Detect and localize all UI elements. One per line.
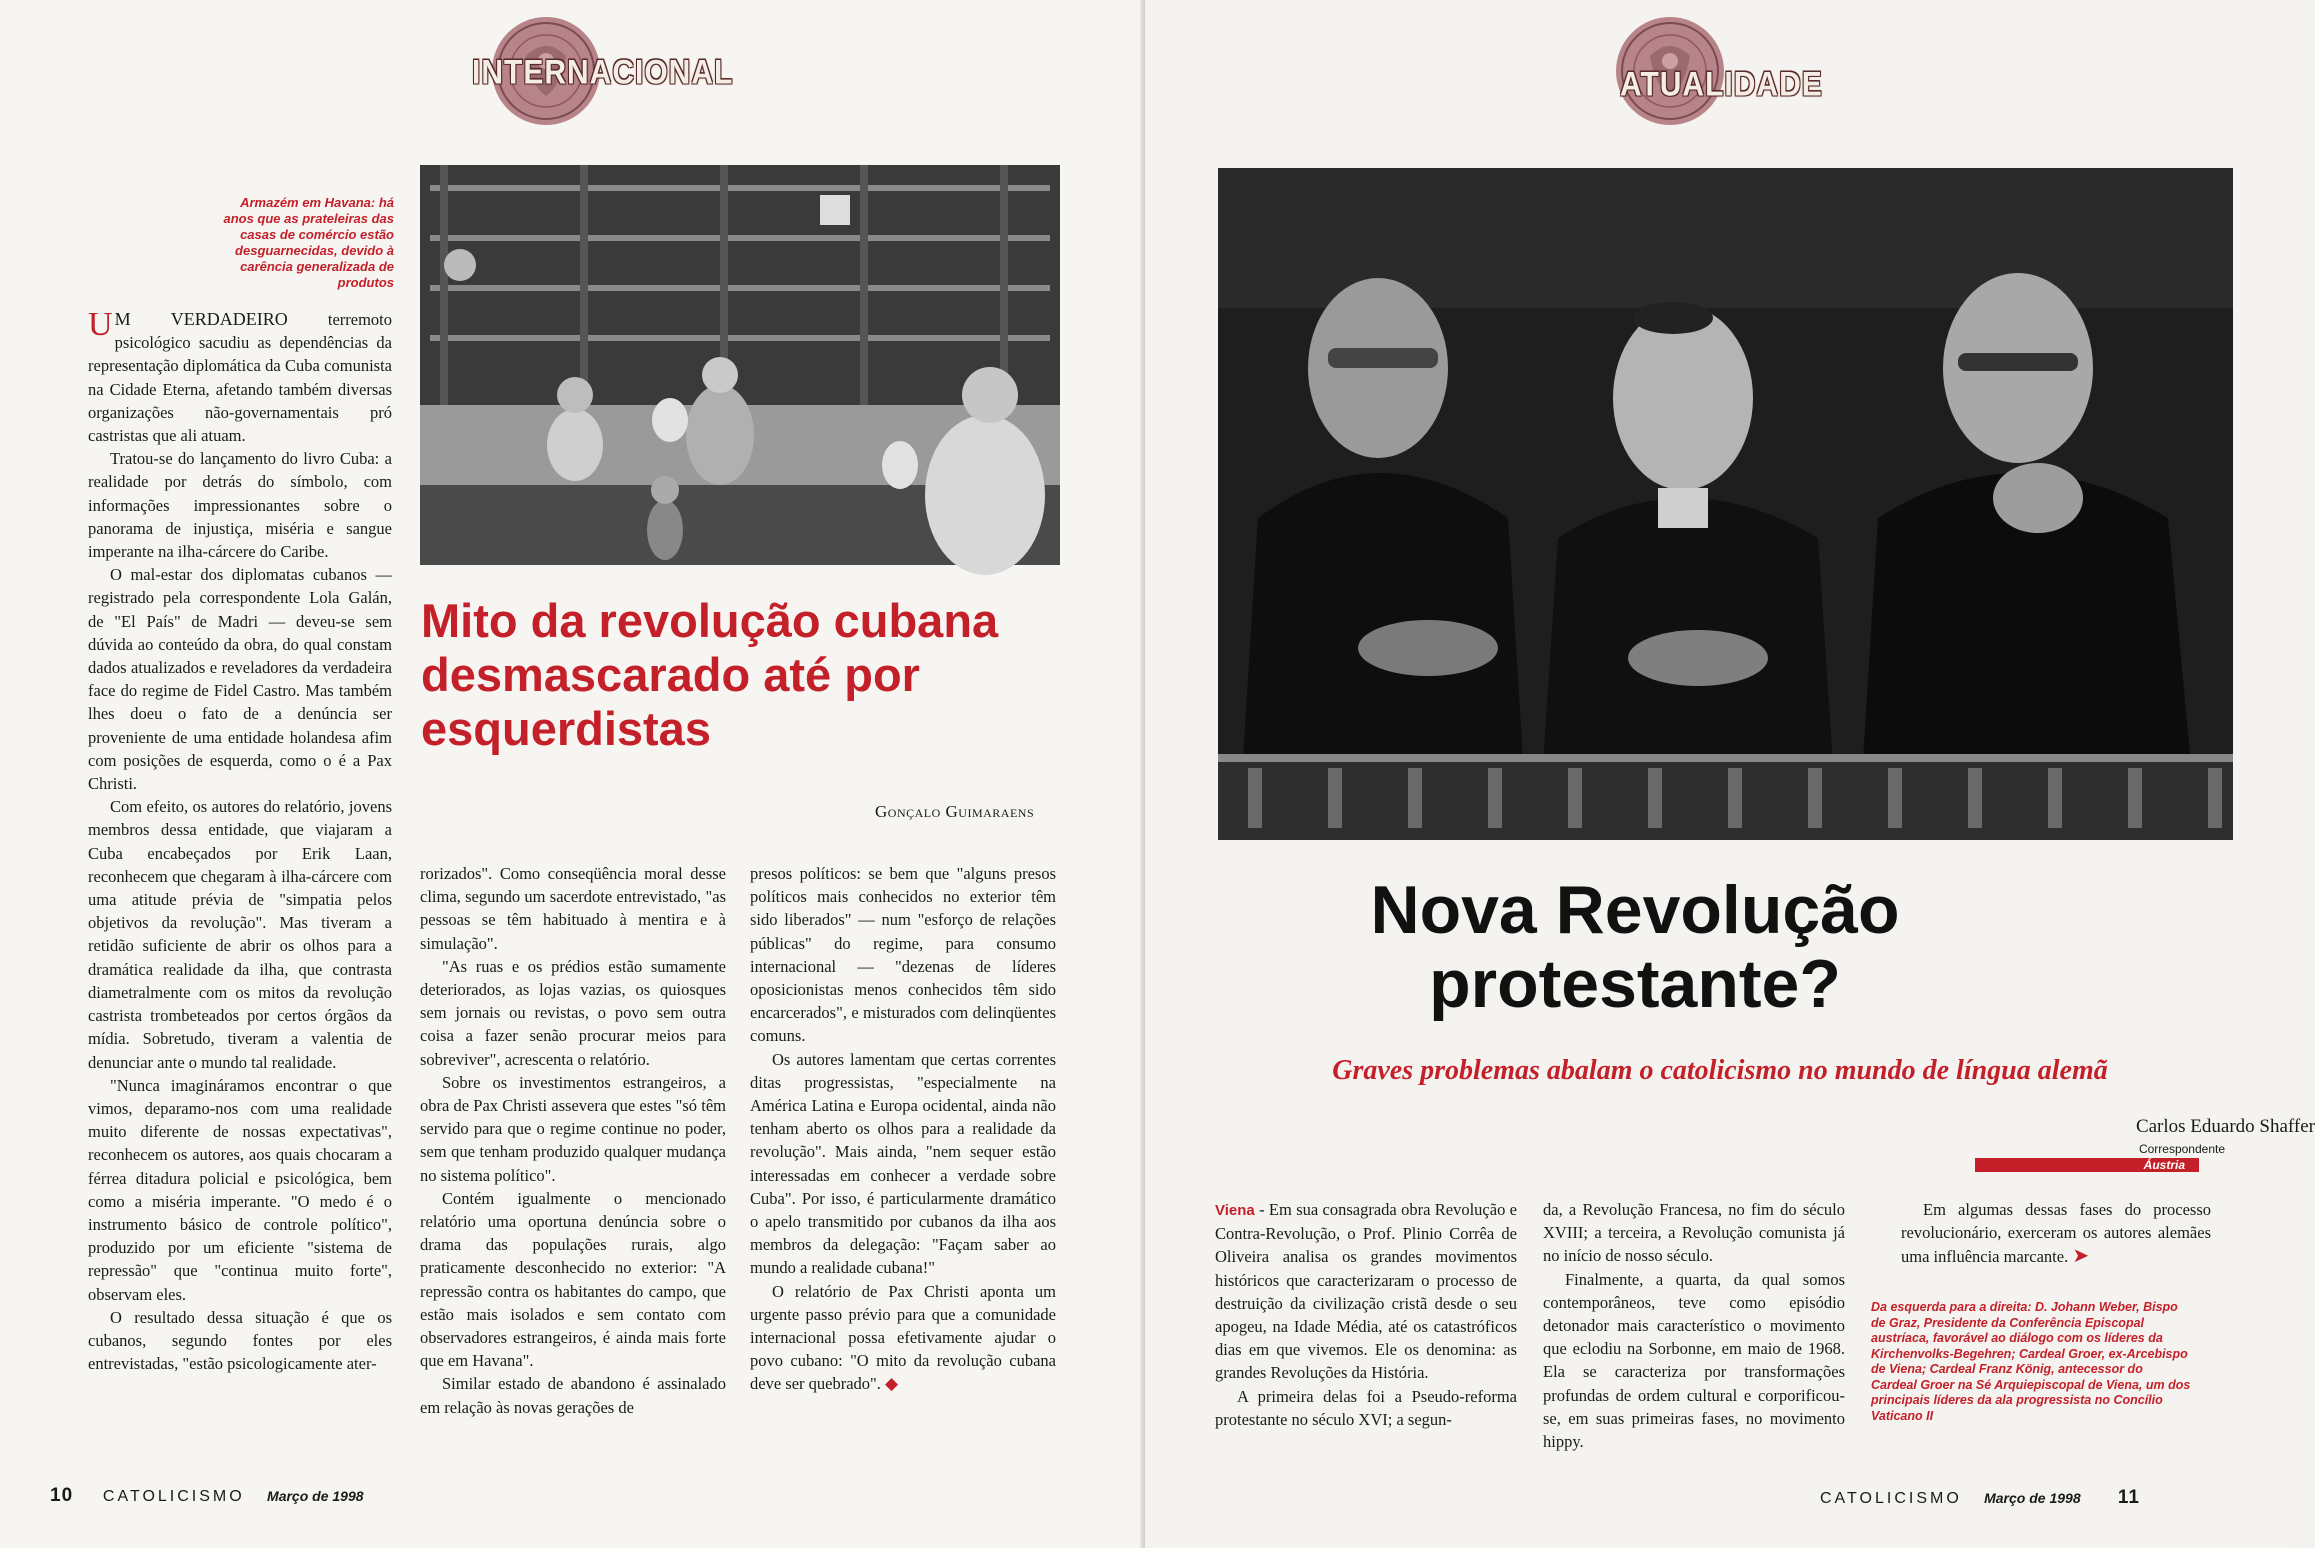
paragraph-text: Em algumas dessas fases do processo revolucionário, exerceram os autores alemães uma influência marcante. (1901, 1200, 2211, 1267)
paragraph: O mal-estar dos diplomatas cubanos — registrado pela correspondente Lola Galán, de "El País" de Madri — deveu-se sem dúvida ao conteúdo da obra, do qual constam dados atualizados e reveladores da verdadeira face do regime de Fidel Castro. Mas também lhes doeu o fato de a denúncia ser proveniente de uma entidade holandesa afim com posições de esquerda, como o é a Pax Christi. (88, 565, 392, 794)
article-subhead: Graves problemas abalam o catolicismo no mundo de língua alemã (1332, 1055, 2108, 1086)
page-number: 11 (2117, 1487, 2140, 1508)
text-column-2 (1543, 1198, 1845, 1453)
dateline-place: Viena (1215, 1202, 1255, 1219)
paragraph: O resultado dessa situação é que os cubanos, segundo fontes por eles entrevistadas, "estão psicologicamente ater- (88, 1307, 392, 1374)
end-mark-icon: ◆ (885, 1374, 899, 1395)
paragraph: Sobre os investimentos estrangeiros, a obra de Pax Christi assevera que estes "só têm servido para que o regime continue no poder, sem que tenham produzido qualquer mudança no sistema político". (420, 1072, 726, 1185)
lead-paragraph (1215, 1198, 1517, 1385)
paragraph: "As ruas e os prédios estão sumamente deteriorados, as lojas vazias, os quiosques sem jornais ou revistas, o povo sem outra coisa a fazer senão procurar meios para sobreviver", acrescenta o relatório. (420, 956, 726, 1069)
text-column-3 (1901, 1198, 2211, 1269)
paragraph: Os autores lamentam que certas correntes ditas progressistas, "especialmente na América Latina e Europa ocidental, ainda não tenham aberto os olhos para a realidade da revolução". Mais ainda, "nem sequer estão interessadas em conhecer a verdade sobre Cuba". Por isso, é particularmente dramático o apelo transmitido por cubanos da ilha aos membros da delegação: "Façam saber ao mundo a realidade cubana!" (750, 1049, 1056, 1278)
paragraph: presos políticos: se bem que "alguns presos políticos mais conhecidos no exterior têm sido liberados" — num "esforço de relações públicas" do regime, para consumo internacional — "dezenas de líderes oposicionistas menos conhecidos têm sido encarcerados", e misturados com delinqüentes comuns. (750, 864, 1056, 1046)
paragraph: rorizados". Como conseqüência moral desse clima, segundo um sacerdote entrevistado, "as pessoas se têm habituado à mentira e à simulação". (420, 864, 726, 953)
paragraph: A primeira delas foi a Pseudo-reforma protestante no século XVI; a segun- (1215, 1386, 1517, 1429)
section-label: ATUALIDADE (1620, 65, 1823, 104)
bishops-seated-photo (1218, 168, 2233, 840)
author-country: Áustria (1975, 1158, 2199, 1172)
right-page (1145, 0, 2315, 1548)
article-headline: Nova Revolução protestante? (1370, 872, 1900, 1022)
text-column-2 (420, 862, 726, 1419)
left-page (0, 0, 1145, 1548)
continue-arrow-icon: ➤ (2072, 1243, 2090, 1268)
photo-caption: Da esquerda para a direita: D. Johann Weber, Bispo de Graz, Presidente da Conferência Episcopal austríaca, favorável ao diálogo com os líderes da Kirchenvolks-Begehren; Cardeal Groer, ex-Arcebispo de Viena; Cardeal Franz König, antecessor do Cardeal Groer na Sé Arquiepiscopal de Viena, um dos principais líderes da ala progressista no Concílio Vaticano II (1871, 1300, 2191, 1423)
text-column-1 (88, 308, 392, 1375)
page-number: 10 (50, 1485, 74, 1506)
lead-paragraph (88, 308, 392, 447)
paragraph: Tratou-se do lançamento do livro Cuba: a realidade por detrás do símbolo, com informações impressionantes sobre o panorama de injustiça, miséria e sangue imperante na ilha-cárcere do Caribe. (88, 449, 392, 562)
lead-text: - Em sua consagrada obra Revolução e Contra-Revolução, o Prof. Plinio Corrêa de Oliveira analisa os grandes movimentos históricos que caracterizaram o processo de destruição da civilização cristã desde o seu apogeu, na Idade Média, até os catastróficos dias em que vivemos. Ele os denomina: as grandes Revoluções da História. (1215, 1200, 1517, 1383)
paragraph: da, a Revolução Francesa, no fim do século XVIII; a terceira, a Revolução comunista já no início de nosso século. (1543, 1200, 1845, 1266)
paragraph (1901, 1198, 2211, 1269)
text-column-3 (750, 862, 1056, 1397)
drop-cap: U (88, 306, 113, 343)
lead-text: terremoto psicológico sacudiu as dependências da representação diplomática da Cuba comunista na Cidade Eterna, afetando também diversas organizações não-governamentais pró castristas que ali atuam. (88, 310, 392, 446)
paragraph: Com efeito, os autores do relatório, jovens membros dessa entidade, que viajaram a Cuba encabeçados por Erik Laan, reconhecem que chegaram à ilha-cárcere com uma atitude prévia de "simpatia pelos objetivos da revolução". Mas tiveram a retidão suficiente de abrir os olhos para a dramática realidade da ilha, que contrasta diametralmente com os mitos da revolução castrista trombeteados por certos órgãos da mídia. Sobretudo, tiveram a valentia de denunciar ante o mundo tal realidade. (88, 797, 392, 1072)
paragraph-text: O relatório de Pax Christi aponta um urgente passo prévio para que a comunidade internacional possa efetivamente ajudar o povo cubano: "O mito da revolução cubana deve ser quebrado". (750, 1281, 1056, 1394)
paragraph (750, 1280, 1056, 1397)
issue-date: Março de 1998 (267, 1488, 364, 1504)
section-label: INTERNACIONAL (472, 53, 734, 92)
lead-caps: M VERDADEIRO (114, 309, 288, 329)
author-role: Correspondente (2138, 1142, 2225, 1156)
store-interior-photo (420, 165, 1060, 565)
photo-caption: Armazém em Havana: há anos que as prateleiras das casas de comércio estão desguarnecidas, devido à carência generalizada de produtos (223, 195, 394, 290)
paragraph: "Nunca imagináramos encontrar o que vimos, deparamo-nos com uma realidade muito diferente de nossas expectativas", reconhecem os autores, aos quais chocaram a férrea ditadura policial e psicológica, bem como a miséria imperante. "O medo é o instrumento básico de controle político", produzido por um eficiente "sistema de repressão" que "continua muito forte", observam eles. (88, 1075, 392, 1304)
article-byline: Gonçalo Guimaraens (875, 802, 1035, 821)
author-name: Carlos Eduardo Shaffer (2135, 1116, 2315, 1137)
paragraph: Contém igualmente o mencionado relatório uma oportuna denúncia sobre o drama das populações rurais, algo praticamente desconhecido no exterior: "A repressão contra os habitantes do campo, que estão mais isolados e sem contato com observadores estrangeiros, é ainda mais forte que em Havana". (420, 1188, 726, 1371)
paragraph: Finalmente, a quarta, da qual somos contemporâneos, teve como episódio detonador mais característico o movimento que eclodiu na Sorbonne, em maio de 1968. Ela se caracteriza por transformações profundas de ordem cultural e corporificou-se, em suas primeiras fases, no movimento hippy. (1543, 1269, 1845, 1452)
magazine-name: CATOLICISMO (1820, 1490, 1962, 1507)
text-column-1 (1215, 1198, 1517, 1431)
paragraph: Similar estado de abandono é assinalado em relação às novas gerações de (420, 1374, 726, 1417)
magazine-name: CATOLICISMO (102, 1488, 245, 1505)
footer (1820, 1487, 2140, 1509)
footer (50, 1485, 364, 1507)
issue-date: Março de 1998 (1984, 1490, 2081, 1506)
article-headline: Mito da revolução cubana desmascarado até por esquerdistas (421, 594, 999, 755)
